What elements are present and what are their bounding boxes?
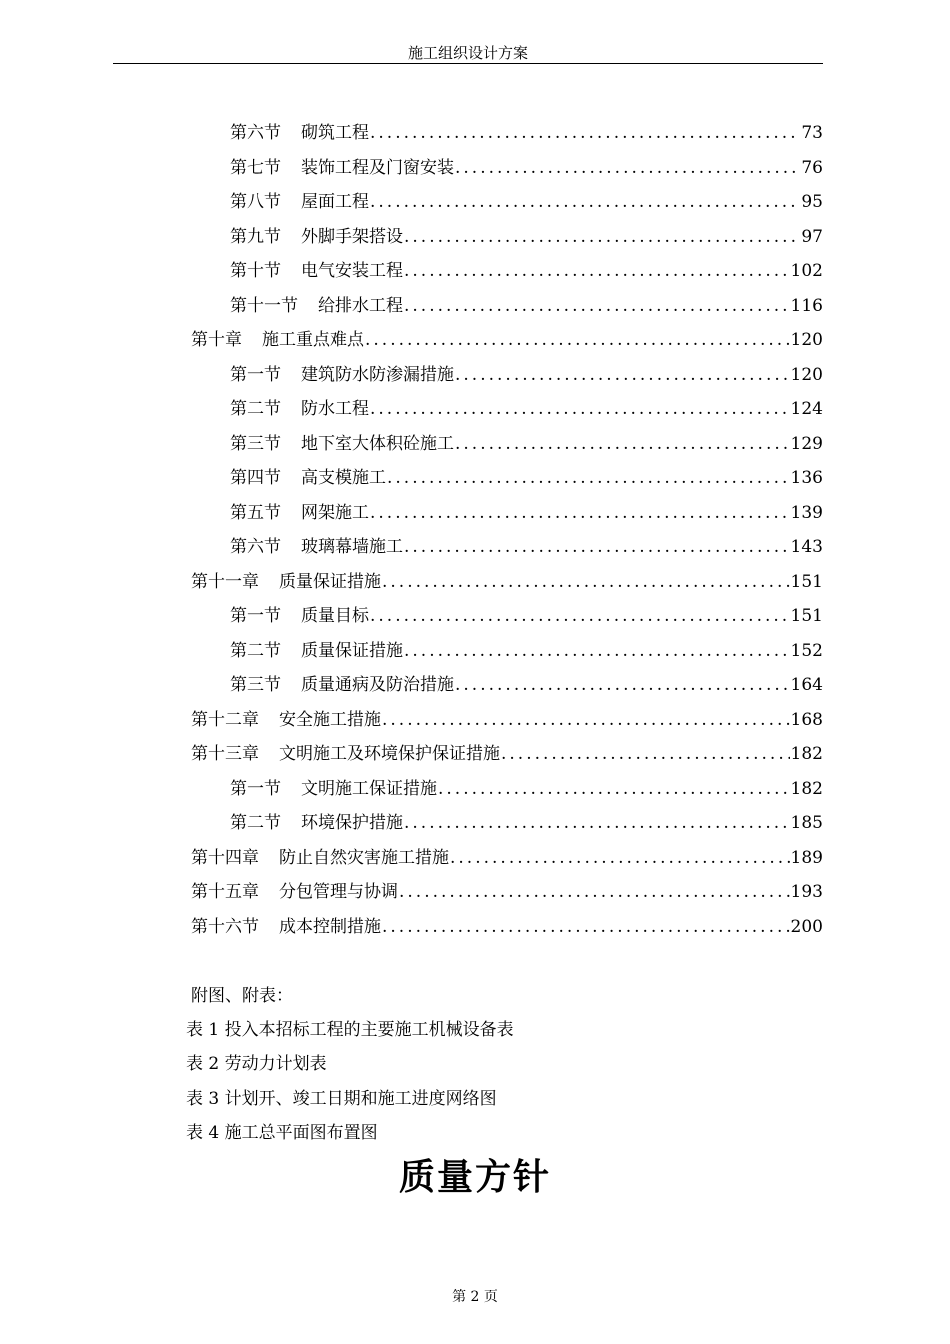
toc-entry bbox=[230, 155, 823, 181]
toc-entry-page: 116 bbox=[790, 295, 823, 316]
toc-entry-title: 安全施工措施 bbox=[279, 709, 381, 730]
toc-entry-page: 95 bbox=[801, 192, 823, 212]
toc-entry-page: 120 bbox=[790, 330, 823, 350]
toc-dot-leader bbox=[399, 879, 790, 905]
toc-entry-title: 装饰工程及门窗安装 bbox=[301, 157, 454, 178]
toc-entry-number: 第一节 bbox=[230, 606, 281, 626]
toc-entry-title: 质量保证措施 bbox=[301, 640, 403, 661]
toc-entry bbox=[191, 741, 823, 767]
toc-entry bbox=[230, 293, 823, 319]
toc-entry-page: 151 bbox=[790, 606, 823, 626]
toc-entry-number: 第一节 bbox=[230, 364, 281, 385]
toc-entry-page: 151 bbox=[790, 571, 823, 592]
toc-dot-leader bbox=[404, 534, 790, 560]
toc-dot-leader bbox=[455, 362, 790, 388]
toc-entry-title: 地下室大体积砼施工 bbox=[301, 433, 454, 454]
toc-entry-number: 第四节 bbox=[230, 468, 281, 488]
toc-entry-page: 73 bbox=[801, 123, 823, 143]
toc-dot-leader bbox=[370, 500, 790, 526]
toc-dot-leader bbox=[455, 672, 790, 698]
toc-entry-number: 第十节 bbox=[230, 261, 281, 281]
appendix-item: 表 4 施工总平面图布置图 bbox=[186, 1123, 378, 1143]
toc-entry-title: 质量保证措施 bbox=[279, 571, 381, 592]
toc-entry-page: 193 bbox=[790, 882, 823, 902]
section-title: 质量方针 bbox=[398, 1156, 551, 1198]
toc-entry bbox=[191, 879, 823, 905]
toc-entry bbox=[230, 776, 823, 802]
toc-entry-title: 防水工程 bbox=[301, 399, 369, 419]
toc-entry-title: 高支模施工 bbox=[301, 468, 386, 488]
toc-entry-title: 成本控制措施 bbox=[279, 916, 381, 937]
toc-dot-leader bbox=[382, 914, 790, 940]
toc-entry bbox=[230, 638, 823, 664]
toc-entry-number: 第二节 bbox=[230, 399, 281, 419]
toc-dot-leader bbox=[370, 189, 800, 215]
toc-entry-number: 第九节 bbox=[230, 226, 281, 247]
toc-entry-number: 第十一节 bbox=[230, 295, 298, 316]
toc-dot-leader bbox=[370, 120, 800, 146]
toc-entry-number: 第八节 bbox=[230, 192, 281, 212]
toc-entry bbox=[230, 810, 823, 836]
page-header: 施工组织设计方案 bbox=[407, 44, 528, 62]
toc-entry-number: 第七节 bbox=[230, 157, 281, 178]
toc-entry-number: 第二节 bbox=[230, 813, 281, 833]
toc-dot-leader bbox=[370, 603, 790, 629]
toc-dot-leader bbox=[450, 845, 790, 871]
toc-dot-leader bbox=[404, 224, 800, 250]
toc-dot-leader bbox=[404, 258, 790, 284]
toc-entry-page: 185 bbox=[790, 813, 823, 833]
toc-entry-page: 124 bbox=[790, 399, 823, 419]
toc-entry-number: 第六节 bbox=[230, 537, 281, 557]
toc-entry-page: 182 bbox=[790, 778, 823, 799]
toc-entry-number: 第十章 bbox=[191, 330, 242, 350]
toc-entry-number: 第六节 bbox=[230, 123, 281, 143]
toc-dot-leader bbox=[455, 155, 800, 181]
toc-entry-title: 质量目标 bbox=[301, 606, 369, 626]
toc-entry-page: 139 bbox=[790, 502, 823, 523]
toc-entry-number: 第二节 bbox=[230, 640, 281, 661]
toc-dot-leader bbox=[387, 465, 790, 491]
toc-dot-leader bbox=[438, 776, 790, 802]
toc-entry-page: 152 bbox=[790, 640, 823, 661]
toc-entry-title: 分包管理与协调 bbox=[279, 882, 398, 902]
toc-entry bbox=[230, 672, 823, 698]
toc-entry-number: 第三节 bbox=[230, 433, 281, 454]
toc-entry bbox=[191, 707, 823, 733]
toc-entry-number: 第一节 bbox=[230, 778, 281, 799]
toc-entry-number: 第十六节 bbox=[191, 916, 259, 937]
toc-entry-page: 164 bbox=[790, 675, 823, 695]
appendix-item: 表 1 投入本招标工程的主要施工机械设备表 bbox=[186, 1020, 514, 1040]
toc-entry bbox=[230, 189, 823, 215]
toc-entry-page: 129 bbox=[790, 433, 823, 454]
toc-entry-number: 第五节 bbox=[230, 502, 281, 523]
toc-dot-leader bbox=[404, 810, 790, 836]
page-number: 第 2 页 bbox=[452, 1289, 498, 1305]
toc-entry-title: 玻璃幕墙施工 bbox=[301, 537, 403, 557]
toc-entry-title: 建筑防水防渗漏措施 bbox=[301, 364, 454, 385]
toc-entry bbox=[230, 224, 823, 250]
toc-entry-page: 200 bbox=[790, 916, 823, 937]
toc-entry-number: 第十四章 bbox=[191, 847, 259, 868]
toc-entry-page: 136 bbox=[790, 468, 823, 488]
toc-entry bbox=[191, 845, 823, 871]
toc-entry-page: 189 bbox=[790, 847, 823, 868]
toc-entry-number: 第十一章 bbox=[191, 571, 259, 592]
toc-entry-title: 环境保护措施 bbox=[301, 813, 403, 833]
toc-entry-number: 第十五章 bbox=[191, 882, 259, 902]
toc-entry-page: 168 bbox=[790, 709, 823, 730]
appendix-item: 表 3 计划开、竣工日期和施工进度网络图 bbox=[186, 1089, 497, 1109]
toc-entry bbox=[230, 534, 823, 560]
toc-entry-page: 182 bbox=[790, 744, 823, 764]
appendix-item: 表 2 劳动力计划表 bbox=[186, 1054, 327, 1074]
toc-entry bbox=[230, 396, 823, 422]
toc-entry bbox=[230, 465, 823, 491]
toc-entry-title: 质量通病及防治措施 bbox=[301, 675, 454, 695]
toc-entry bbox=[191, 914, 823, 940]
toc-entry-number: 第十三章 bbox=[191, 744, 259, 764]
toc-entry-title: 施工重点难点 bbox=[262, 330, 364, 350]
toc-entry bbox=[191, 327, 823, 353]
toc-dot-leader bbox=[370, 396, 790, 422]
toc-entry bbox=[230, 500, 823, 526]
toc-dot-leader bbox=[501, 741, 790, 767]
toc-entry-page: 76 bbox=[801, 157, 823, 178]
toc-entry-title: 网架施工 bbox=[301, 502, 369, 523]
appendix-title: 附图、附表： bbox=[191, 986, 293, 1006]
toc-entry-number: 第十二章 bbox=[191, 709, 259, 730]
toc-entry-page: 143 bbox=[790, 537, 823, 557]
toc-entry bbox=[230, 258, 823, 284]
toc-entry bbox=[230, 362, 823, 388]
toc-dot-leader bbox=[382, 707, 790, 733]
toc-dot-leader bbox=[365, 327, 790, 353]
toc-entry-page: 120 bbox=[790, 364, 823, 385]
toc-dot-leader bbox=[455, 431, 790, 457]
toc-entry bbox=[230, 603, 823, 629]
toc-dot-leader bbox=[404, 638, 790, 664]
toc-entry-title: 外脚手架搭设 bbox=[301, 226, 403, 247]
header-rule bbox=[113, 63, 823, 64]
toc-entry-title: 电气安装工程 bbox=[301, 261, 403, 281]
toc-entry bbox=[191, 569, 823, 595]
toc-entry-title: 给排水工程 bbox=[318, 295, 403, 316]
toc-entry-title: 文明施工及环境保护保证措施 bbox=[279, 744, 500, 764]
toc-entry-title: 屋面工程 bbox=[301, 192, 369, 212]
toc-entry bbox=[230, 431, 823, 457]
toc-dot-leader bbox=[382, 569, 790, 595]
toc-entry bbox=[230, 120, 823, 146]
toc-entry-title: 防止自然灾害施工措施 bbox=[279, 847, 449, 868]
toc-entry-page: 102 bbox=[790, 261, 823, 281]
toc-dot-leader bbox=[404, 293, 790, 319]
toc-entry-title: 文明施工保证措施 bbox=[301, 778, 437, 799]
toc-entry-title: 砌筑工程 bbox=[301, 123, 369, 143]
toc-entry-number: 第三节 bbox=[230, 675, 281, 695]
toc-entry-page: 97 bbox=[801, 226, 823, 247]
